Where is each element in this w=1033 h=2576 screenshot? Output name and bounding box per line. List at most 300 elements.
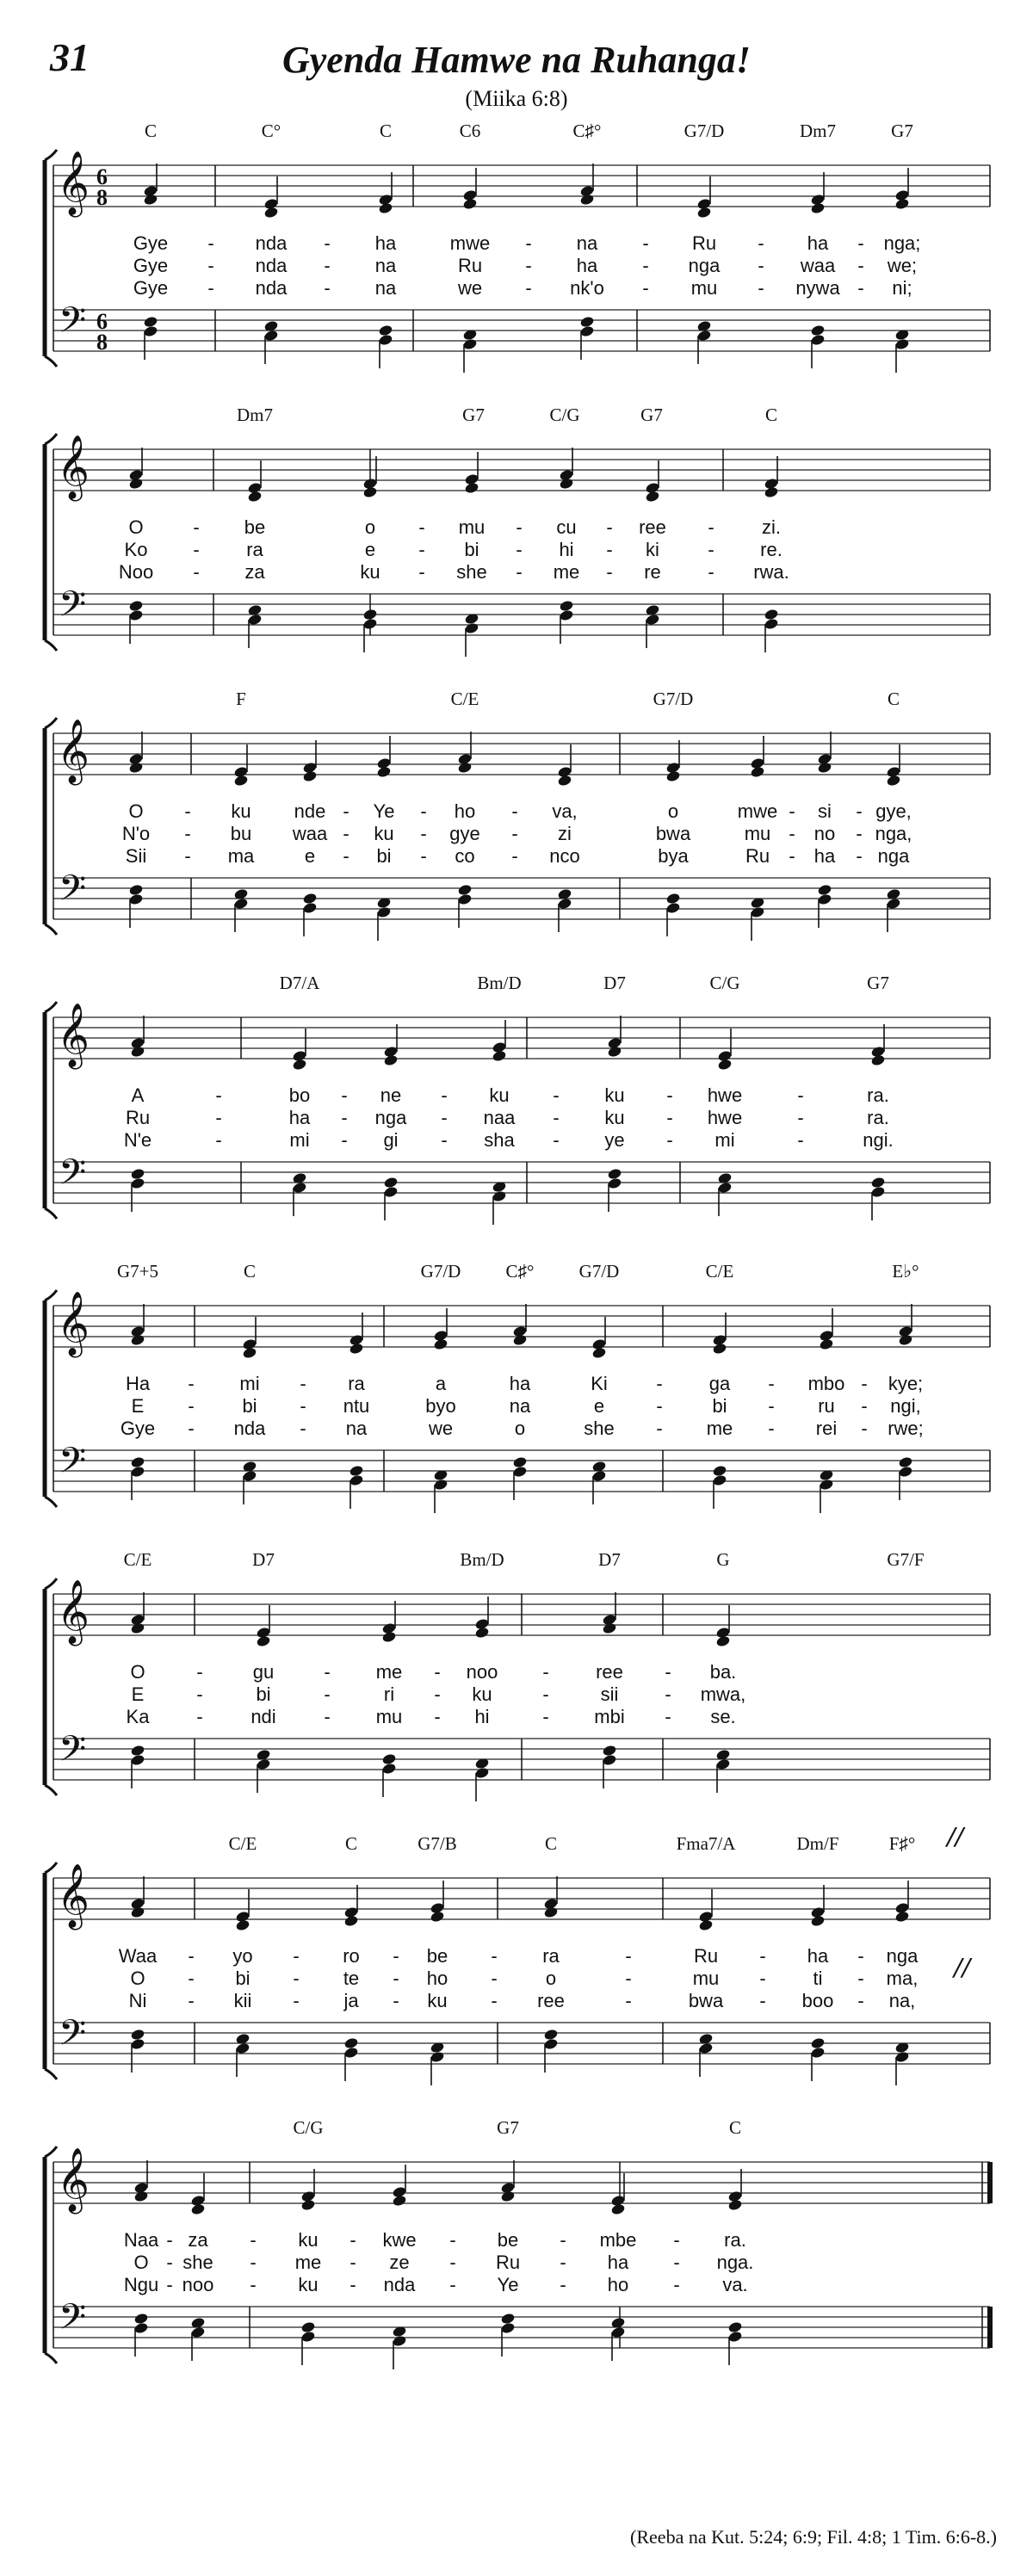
- lyric-hyphen: -: [393, 1968, 399, 1989]
- lyric-syllable: ha: [576, 255, 598, 276]
- lyric-syllable: we: [428, 1418, 454, 1439]
- lyric-hyphen: -: [300, 1418, 306, 1439]
- lyric-hyphen: -: [193, 516, 200, 538]
- lyric-hyphen: -: [768, 1418, 775, 1439]
- music-system: [0, 1821, 1033, 2100]
- lyric-syllable: mwe: [737, 800, 778, 822]
- bass-note: [602, 1754, 617, 1767]
- lyric-hyphen: -: [856, 845, 863, 867]
- chord-symbol: C♯°: [505, 1261, 535, 1282]
- chord-symbol: G7/D: [420, 1261, 461, 1282]
- bass-note: [712, 1465, 727, 1478]
- bass-note: [557, 898, 572, 911]
- lyric-hyphen: -: [324, 1706, 331, 1727]
- lyric-syllable: noo: [466, 1661, 498, 1683]
- lyric-syllable: Ko: [124, 539, 148, 560]
- bass-note: [300, 2321, 316, 2334]
- bracket-hook: [45, 1208, 57, 1219]
- treble-note: [500, 2190, 516, 2203]
- lyric-hyphen: -: [184, 800, 191, 822]
- bass-note: [500, 2322, 516, 2335]
- lyric-syllable: nga: [877, 845, 910, 867]
- bass-note: [130, 1754, 145, 1767]
- lyric-hyphen: -: [250, 2229, 257, 2251]
- lyric-syllable: mu: [458, 516, 486, 538]
- lyric-hyphen: -: [656, 1373, 663, 1394]
- bass-note: [130, 2029, 145, 2042]
- lyric-syllable: mwa,: [700, 1683, 746, 1705]
- lyric-syllable: se.: [710, 1706, 736, 1727]
- bass-note: [349, 1465, 364, 1478]
- treble-note: [392, 2195, 407, 2208]
- lyric-syllable: hi: [559, 539, 574, 560]
- treble-clef-icon: 𝄞: [57, 151, 90, 215]
- lyric-syllable: bi: [242, 1395, 257, 1417]
- bracket-hook: [45, 1785, 57, 1795]
- lyric-hyphen: -: [250, 2274, 257, 2295]
- lyric-hyphen: -: [207, 255, 214, 276]
- bass-note: [130, 1745, 145, 1757]
- lyric-hyphen: -: [516, 539, 523, 560]
- lyric-hyphen: -: [166, 2274, 173, 2295]
- song-number: 31: [50, 35, 90, 79]
- lyric-hyphen: -: [434, 1661, 441, 1683]
- lyric-syllable: ku: [427, 1990, 448, 2011]
- lyric-hyphen: -: [625, 1990, 632, 2011]
- lyric-syllable: Noo: [118, 561, 154, 583]
- bass-note: [349, 1474, 364, 1487]
- lyric-syllable: ze: [389, 2252, 410, 2273]
- treble-note: [130, 1046, 145, 1059]
- bass-note: [712, 1474, 727, 1487]
- lyric-syllable: mi: [289, 1129, 310, 1151]
- lyric-syllable: she: [182, 2252, 213, 2273]
- bass-note: [256, 1758, 271, 1771]
- lyric-syllable: bi: [464, 539, 479, 560]
- bass-note: [343, 2047, 359, 2060]
- lyric-syllable: she: [584, 1418, 615, 1439]
- bass-note: [462, 338, 478, 351]
- bass-note: [300, 2331, 316, 2344]
- lyric-hyphen: -: [393, 1990, 399, 2011]
- music-system: [0, 973, 1033, 1239]
- lyric-hyphen: -: [516, 516, 523, 538]
- chord-symbol: C: [544, 1833, 558, 1854]
- lyric-syllable: za: [188, 2229, 208, 2251]
- bass-note: [698, 2042, 714, 2055]
- bass-note: [610, 2326, 626, 2339]
- lyric-hyphen: -: [420, 823, 427, 844]
- lyric-syllable: mu: [692, 1968, 720, 1989]
- treble-note: [492, 1050, 507, 1063]
- lyric-syllable: sii: [600, 1683, 619, 1705]
- bracket-hook: [45, 1002, 57, 1012]
- lyric-syllable: e: [304, 845, 316, 867]
- lyric-verse-3: [0, 1129, 1033, 1155]
- treble-note: [750, 766, 765, 779]
- lyric-hyphen: -: [511, 845, 518, 867]
- lyric-syllable: mwe: [449, 232, 491, 254]
- lyric-syllable: me: [294, 2252, 322, 2273]
- lyric-syllable: rwa.: [753, 561, 789, 583]
- lyric-syllable: ree: [639, 516, 666, 538]
- lyric-hyphen: -: [656, 1395, 663, 1417]
- lyric-syllable: nga.: [716, 2252, 754, 2273]
- treble-note: [645, 491, 660, 503]
- treble-note: [715, 1635, 731, 1648]
- bass-note: [750, 906, 765, 919]
- lyric-syllable: mu: [690, 277, 718, 299]
- lyric-hyphen: -: [673, 2229, 680, 2251]
- lyric-syllable: ha: [807, 232, 829, 254]
- lyric-syllable: O: [128, 516, 144, 538]
- bass-note: [894, 338, 910, 351]
- lyric-hyphen: -: [665, 1661, 671, 1683]
- bass-note: [143, 325, 158, 338]
- lyric-syllable: hwe: [707, 1107, 743, 1128]
- bass-note: [764, 618, 779, 631]
- lyric-syllable: N'o: [121, 823, 151, 844]
- treble-time-signature-bottom: 8: [96, 185, 108, 210]
- treble-note: [143, 194, 158, 207]
- lyric-syllable: mbe: [599, 2229, 637, 2251]
- chord-symbol: G7: [891, 120, 913, 141]
- lyric-hyphen: -: [207, 232, 214, 254]
- lyric-hyphen: -: [665, 1706, 671, 1727]
- lyric-syllable: no: [813, 823, 836, 844]
- lyric-syllable: O: [128, 800, 144, 822]
- lyric-syllable: Sii: [125, 845, 147, 867]
- treble-note: [462, 198, 478, 211]
- lyric-hyphen: -: [188, 1373, 195, 1394]
- treble-note: [362, 486, 378, 499]
- lyric-hyphen: -: [759, 1945, 766, 1967]
- lyric-hyphen: -: [188, 1945, 195, 1967]
- lyric-hyphen: -: [300, 1395, 306, 1417]
- lyric-syllable: N'e: [123, 1129, 152, 1151]
- lyric-hyphen: -: [516, 561, 523, 583]
- chord-symbol: G7/F: [887, 1549, 925, 1570]
- lyric-syllable: bi: [376, 845, 392, 867]
- lyric-syllable: waa: [800, 255, 836, 276]
- treble-note: [898, 1334, 913, 1347]
- bass-note: [133, 2313, 149, 2326]
- lyric-syllable: re: [644, 561, 661, 583]
- lyric-syllable: na: [374, 255, 397, 276]
- lyric-hyphen: -: [553, 1084, 560, 1106]
- lyric-hyphen: -: [184, 845, 191, 867]
- chord-symbol: C: [144, 120, 158, 141]
- music-system: [0, 689, 1033, 955]
- chord-symbol: G: [716, 1549, 730, 1570]
- lyric-hyphen: -: [525, 255, 532, 276]
- lyric-syllable: si: [818, 800, 832, 822]
- chord-symbol: C: [379, 120, 393, 141]
- lyric-syllable: nga: [886, 1945, 919, 1967]
- lyric-syllable: mu: [744, 823, 771, 844]
- lyric-hyphen: -: [857, 1968, 864, 1989]
- treble-note: [894, 198, 910, 211]
- bass-note: [645, 614, 660, 627]
- song-title: Gyenda Hamwe na Ruhanga!: [282, 39, 751, 81]
- chord-symbol: D7: [603, 973, 626, 993]
- lyric-syllable: ku: [472, 1683, 492, 1705]
- lyric-syllable: mu: [375, 1706, 403, 1727]
- lyric-syllable: mbo: [807, 1373, 845, 1394]
- lyric-hyphen: -: [193, 539, 200, 560]
- bass-note: [128, 609, 144, 622]
- lyric-hyphen: -: [193, 561, 200, 583]
- bass-note: [886, 898, 901, 911]
- lyric-syllable: mbi: [594, 1706, 625, 1727]
- bass-clef-icon: 𝄢: [59, 868, 87, 917]
- lyric-syllable: Ngu: [123, 2274, 159, 2295]
- chord-symbol: Dm7: [237, 405, 273, 425]
- treble-note: [242, 1347, 257, 1360]
- lyric-hyphen: -: [856, 823, 863, 844]
- lyric-syllable: ra.: [867, 1107, 889, 1128]
- bass-note: [665, 902, 681, 915]
- chord-symbol: C: [764, 405, 778, 425]
- bass-note: [717, 1182, 733, 1195]
- lyric-syllable: ha: [813, 845, 836, 867]
- lyric-syllable: bwa: [688, 1990, 724, 2011]
- lyric-hyphen: -: [188, 1418, 195, 1439]
- treble-note: [343, 1915, 359, 1928]
- lyric-hyphen: -: [300, 1373, 306, 1394]
- music-system: [0, 1549, 1033, 1816]
- lyric-syllable: Ki: [591, 1373, 608, 1394]
- bass-note: [543, 2038, 559, 2051]
- lyric-syllable: co: [455, 845, 475, 867]
- lyric-syllable: na: [509, 1395, 531, 1417]
- lyric-hyphen: -: [324, 277, 331, 299]
- lyric-hyphen: -: [666, 1129, 673, 1151]
- lyric-hyphen: -: [759, 1968, 766, 1989]
- lyric-syllable: Ka: [126, 1706, 150, 1727]
- bass-note: [143, 316, 158, 329]
- bracket-hook: [45, 1578, 57, 1589]
- chord-symbol: G7: [497, 2117, 519, 2138]
- bass-note: [810, 2047, 826, 2060]
- treble-note: [430, 1911, 445, 1924]
- lyric-syllable: ri: [383, 1683, 395, 1705]
- bass-note: [392, 2335, 407, 2348]
- lyric-syllable: yo: [232, 1945, 253, 1967]
- lyric-hyphen: -: [861, 1373, 868, 1394]
- lyric-syllable: zi: [558, 823, 572, 844]
- lyric-hyphen: -: [656, 1418, 663, 1439]
- bass-note: [457, 884, 473, 897]
- chord-symbol: Dm7: [800, 120, 836, 141]
- lyric-syllable: bi: [235, 1968, 251, 1989]
- chord-symbol: G7: [640, 405, 663, 425]
- lyric-syllable: va,: [552, 800, 578, 822]
- lyric-hyphen: -: [642, 232, 649, 254]
- lyric-syllable: O: [130, 1661, 145, 1683]
- bass-note: [579, 325, 595, 338]
- bass-note: [302, 902, 318, 915]
- lyric-hyphen: -: [511, 823, 518, 844]
- lyric-hyphen: -: [184, 823, 191, 844]
- bass-note: [130, 1466, 145, 1479]
- lyric-syllable: rwe;: [888, 1418, 924, 1439]
- bass-note: [130, 2038, 145, 2051]
- bass-note: [512, 1456, 528, 1469]
- lyric-syllable: ga: [708, 1373, 731, 1394]
- caesura-mark: //: [954, 1952, 970, 1984]
- lyric-hyphen: -: [606, 561, 613, 583]
- lyric-hyphen: -: [789, 845, 795, 867]
- bass-clef-icon: 𝄢: [59, 2296, 87, 2346]
- lyric-syllable: ni;: [892, 277, 912, 299]
- lyric-syllable: ki: [646, 539, 659, 560]
- bass-note: [898, 1466, 913, 1479]
- bass-note: [130, 1456, 145, 1469]
- chord-symbol: C/E: [705, 1261, 734, 1282]
- lyric-hyphen: -: [560, 2229, 566, 2251]
- treble-note: [457, 762, 473, 775]
- lyric-syllable: nco: [549, 845, 580, 867]
- lyric-hyphen: -: [343, 800, 349, 822]
- treble-note: [128, 478, 144, 491]
- lyric-hyphen: -: [441, 1084, 448, 1106]
- lyric-syllable: bwa: [655, 823, 691, 844]
- lyric-hyphen: -: [666, 1107, 673, 1128]
- treble-note: [292, 1059, 307, 1072]
- lyric-hyphen: -: [542, 1661, 549, 1683]
- treble-note: [464, 482, 479, 495]
- lyric-syllable: ha: [807, 1945, 829, 1967]
- lyric-syllable: mi: [714, 1129, 735, 1151]
- lyric-syllable: ra: [246, 539, 263, 560]
- lyric-hyphen: -: [324, 1683, 331, 1705]
- bass-note: [727, 2331, 743, 2344]
- bass-note: [810, 324, 826, 337]
- lyric-hyphen: -: [188, 1990, 195, 2011]
- chord-symbol: D7: [598, 1549, 621, 1570]
- treble-note: [665, 770, 681, 783]
- lyric-syllable: re.: [760, 539, 782, 560]
- lyric-hyphen: -: [758, 232, 764, 254]
- bracket-hook: [45, 2069, 57, 2079]
- lyric-syllable: ndi: [251, 1706, 276, 1727]
- treble-note: [235, 1919, 251, 1932]
- lyric-hyphen: -: [207, 277, 214, 299]
- lyric-syllable: Gye: [133, 277, 169, 299]
- lyric-syllable: bo: [288, 1084, 311, 1106]
- lyric-syllable: Waa: [118, 1945, 158, 1967]
- lyric-syllable: o: [364, 516, 376, 538]
- chord-symbol: C/E: [450, 689, 479, 709]
- lyric-hyphen: -: [665, 1683, 671, 1705]
- lyric-syllable: ho: [426, 1968, 448, 1989]
- lyric-hyphen: -: [642, 255, 649, 276]
- lyric-syllable: we: [457, 277, 483, 299]
- lyric-hyphen: -: [768, 1373, 775, 1394]
- chord-symbol: C/G: [293, 2117, 324, 2138]
- treble-clef-icon: 𝄞: [57, 720, 90, 783]
- lyric-syllable: ma,: [886, 1968, 919, 1989]
- lyric-syllable: nda: [255, 277, 288, 299]
- lyric-syllable: byo: [425, 1395, 456, 1417]
- treble-note: [233, 775, 249, 788]
- chord-symbol: D7/A: [279, 973, 320, 993]
- bass-note: [128, 600, 144, 613]
- lyric-hyphen: -: [341, 1084, 348, 1106]
- treble-note: [810, 1915, 826, 1928]
- bass-note: [810, 334, 826, 347]
- lyric-hyphen: -: [215, 1084, 222, 1106]
- bass-note: [870, 1186, 886, 1199]
- lyric-syllable: rei: [815, 1418, 838, 1439]
- lyric-hyphen: -: [758, 255, 764, 276]
- bass-note: [591, 1470, 607, 1483]
- music-system: [0, 405, 1033, 671]
- lyric-hyphen: -: [349, 2274, 356, 2295]
- lyric-syllable: ra.: [867, 1084, 889, 1106]
- lyric-syllable: te: [343, 1968, 360, 1989]
- lyric-syllable: nda: [255, 255, 288, 276]
- lyric-syllable: E: [131, 1683, 145, 1705]
- lyric-hyphen: -: [857, 232, 864, 254]
- bass-note: [764, 608, 779, 621]
- bass-note: [383, 1177, 399, 1189]
- treble-note: [302, 770, 318, 783]
- lyric-hyphen: -: [166, 2252, 173, 2273]
- bass-clef-icon: 𝄢: [59, 300, 87, 349]
- lyric-hyphen: -: [666, 1084, 673, 1106]
- lyric-hyphen: -: [491, 1990, 498, 2011]
- chord-symbol: C: [243, 1261, 257, 1282]
- treble-note: [696, 207, 712, 219]
- treble-note: [381, 1631, 397, 1644]
- bass-note: [894, 2051, 910, 2064]
- bass-note: [500, 2313, 516, 2326]
- bass-note: [433, 1479, 448, 1492]
- treble-note: [764, 486, 779, 499]
- lyric-hyphen: -: [491, 1968, 498, 1989]
- bass-time-signature-top: 6: [96, 309, 108, 334]
- lyric-hyphen: -: [293, 1968, 300, 1989]
- lyric-syllable: ntu: [343, 1395, 370, 1417]
- bass-note: [819, 1479, 834, 1492]
- treble-note: [376, 766, 392, 779]
- treble-note: [190, 2203, 206, 2216]
- bracket-hook: [45, 1863, 57, 1873]
- treble-note: [433, 1338, 448, 1351]
- lyric-syllable: nk'o: [570, 277, 604, 299]
- lyric-hyphen: -: [434, 1706, 441, 1727]
- lyric-verse-3: [0, 561, 1033, 587]
- lyric-syllable: me: [375, 1661, 403, 1683]
- lyric-syllable: nga,: [875, 823, 912, 844]
- chord-symbol: Fma7/A: [676, 1833, 736, 1854]
- treble-note: [894, 1911, 910, 1924]
- bass-note: [512, 1466, 528, 1479]
- lyric-syllable: Gye: [133, 255, 169, 276]
- lyric-verse-3: [0, 1706, 1033, 1732]
- bass-note: [665, 893, 681, 905]
- lyric-hyphen: -: [759, 1990, 766, 2011]
- lyric-hyphen: -: [797, 1129, 804, 1151]
- chord-symbol: G7/D: [578, 1261, 620, 1282]
- lyric-syllable: na: [345, 1418, 368, 1439]
- bass-note: [381, 1753, 397, 1766]
- lyric-syllable: sha: [484, 1129, 515, 1151]
- lyric-hyphen: -: [625, 1968, 632, 1989]
- lyric-syllable: zi.: [762, 516, 781, 538]
